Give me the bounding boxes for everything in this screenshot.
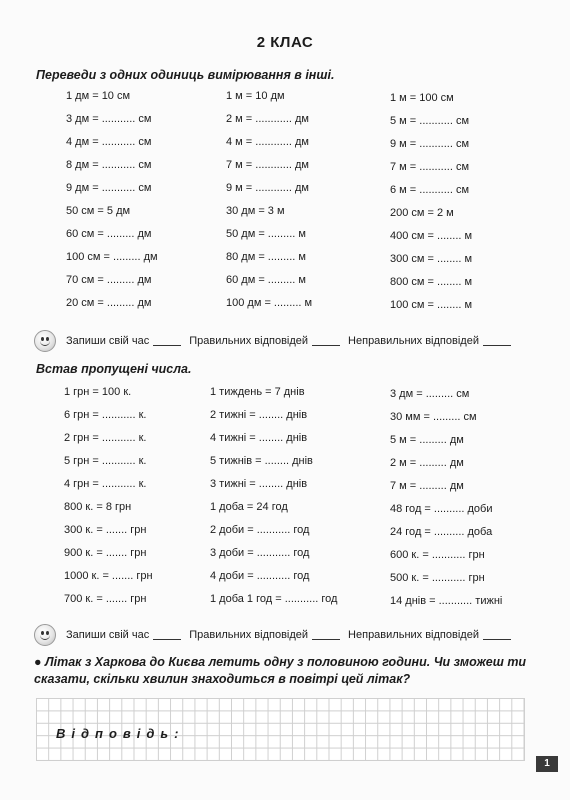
exercise-item: 800 см = ........ м [390,276,473,288]
smiley-icon [34,330,56,352]
incorrect-blank[interactable] [483,336,511,346]
exercise-item: 600 к. = ........... грн [390,549,485,561]
exercise-item: 4 доби = ........... год [210,570,310,582]
timer-row-2 [34,624,511,646]
exercise-item: 2 тижні = ........ днів [210,409,308,421]
exercise-item: 400 см = ........ м [390,230,473,242]
exercise-item: 1 доба 1 год = ........... год [210,593,338,605]
exercise-item: 1 тиждень = 7 днів [210,386,305,398]
exercise-item: 300 к. = ....... грн [64,524,147,536]
exercise-item: 3 дм = ........... см [66,113,152,125]
incorrect-blank[interactable] [483,630,511,640]
exercise-item: 60 дм = ......... м [226,274,306,286]
exercise-item: 30 мм = ......... см [390,411,477,423]
time-blank[interactable] [153,630,181,640]
exercise-item: 1 доба = 24 год [210,501,288,513]
exercise-item: 3 дм = ......... см [390,388,470,400]
exercise-item: 50 дм = ......... м [226,228,306,240]
exercise-item: 100 дм = ......... м [226,297,313,309]
correct-label: Правильних відповідей [189,629,309,641]
exercise-item: 30 дм = 3 м [226,205,285,217]
exercise-item: 5 м = ......... дм [390,434,464,446]
exercise-item: 2 грн = ........... к. [64,432,147,444]
exercise-item: 200 см = 2 м [390,207,454,219]
answer-label: Відповідь: [56,726,185,741]
task1-heading: Переведи з одних одиниць вимірювання в інші. [36,68,335,82]
exercise-item: 24 год = .......... доба [390,526,493,538]
exercise-item: 500 к. = ........... грн [390,572,485,584]
exercise-item: 3 доби = ........... год [210,547,310,559]
page-number: 1 [536,756,558,772]
task2-heading: Встав пропущені числа. [36,362,192,376]
exercise-item: 700 к. = ....... грн [64,593,147,605]
exercise-item: 1 дм = 10 см [66,90,131,102]
exercise-item: 1 грн = 100 к. [64,386,132,398]
exercise-item: 2 м = ......... дм [390,457,464,469]
exercise-item: 4 м = ............ дм [226,136,309,148]
exercise-item: 6 м = ........... см [390,184,470,196]
exercise-item: 4 грн = ........... к. [64,478,147,490]
incorrect-label: Неправильних відповідей [348,335,479,347]
exercise-item: 100 см = ......... дм [66,251,158,263]
timer-row-1 [34,330,511,352]
word-problem: ● Літак з Харкова до Києва летить одну з половиною години. Чи зможеш ти сказати, скільки хвилин знаходиться в повітрі цей літак? [34,655,527,686]
exercise-item: 7 м = ......... дм [390,480,464,492]
smiley-icon [34,624,56,646]
exercise-item: 80 дм = ......... м [226,251,306,263]
exercise-item: 4 тижні = ........ днів [210,432,308,444]
exercise-item: 5 грн = ........... к. [64,455,147,467]
exercise-item: 800 к. = 8 грн [64,501,132,513]
exercise-item: 20 см = ......... дм [66,297,152,309]
exercise-item: 1 м = 100 см [390,92,454,104]
exercise-item: 900 к. = ....... грн [64,547,147,559]
exercise-item: 60 см = ......... дм [66,228,152,240]
exercise-item: 9 м = ............ дм [226,182,309,194]
exercise-item: 7 м = ............ дм [226,159,309,171]
time-blank[interactable] [153,336,181,346]
correct-blank[interactable] [312,336,340,346]
time-label: Запиши свій час [66,629,150,641]
exercise-item: 5 тижнів = ........ днів [210,455,313,467]
exercise-item: 300 см = ........ м [390,253,473,265]
exercise-item: 1000 к. = ....... грн [64,570,153,582]
exercise-item: 48 год = .......... доби [390,503,493,515]
exercise-item: 50 см = 5 дм [66,205,131,217]
exercise-item: 6 грн = ........... к. [64,409,147,421]
exercise-item: 100 см = ........ м [390,299,473,311]
exercise-item: 5 м = ........... см [390,115,470,127]
exercise-item: 4 дм = ........... см [66,136,152,148]
exercise-item: 7 м = ........... см [390,161,470,173]
time-label: Запиши свій час [66,335,150,347]
exercise-item: 9 м = ........... см [390,138,470,150]
correct-blank[interactable] [312,630,340,640]
exercise-item: 2 м = ............ дм [226,113,309,125]
exercise-item: 8 дм = ........... см [66,159,152,171]
exercise-item: 70 см = ......... дм [66,274,152,286]
exercise-item: 9 дм = ........... см [66,182,152,194]
incorrect-label: Неправильних відповідей [348,629,479,641]
exercise-item: 14 днів = ........... тижні [390,595,503,607]
page-title: 2 КЛАС [256,34,314,51]
exercise-item: 2 доби = ........... год [210,524,310,536]
correct-label: Правильних відповідей [189,335,309,347]
exercise-item: 3 тижні = ........ днів [210,478,308,490]
exercise-item: 1 м = 10 дм [226,90,285,102]
